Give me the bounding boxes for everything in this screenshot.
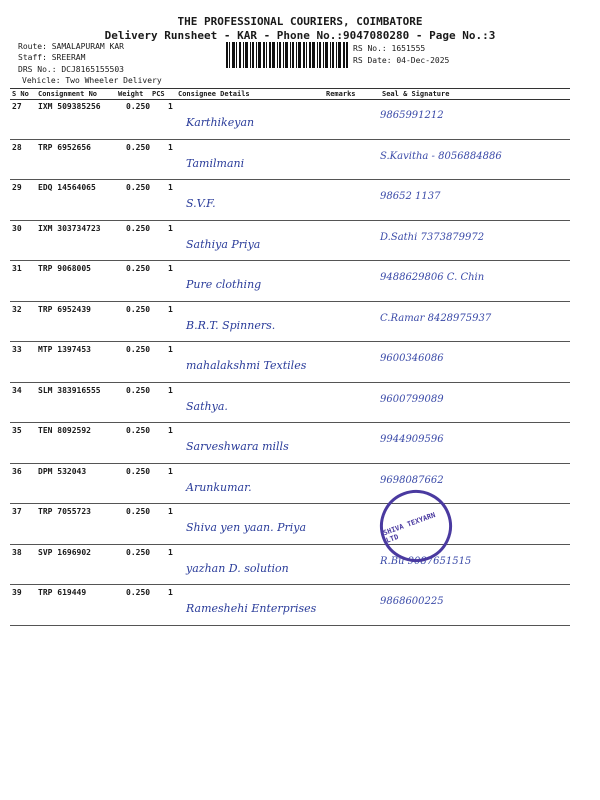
cell-pcs: 1 bbox=[168, 466, 173, 476]
cell-weight: 0.250 bbox=[126, 385, 151, 395]
cell-pcs: 1 bbox=[168, 102, 173, 111]
cell-weight: 0.250 bbox=[126, 142, 151, 152]
cell-sno: 35 bbox=[12, 426, 22, 435]
cell-weight: 0.250 bbox=[126, 547, 151, 557]
cell-pcs: 1 bbox=[168, 183, 173, 192]
cell-consignment-no: TRP 9068005 bbox=[38, 264, 91, 273]
cell-sno: 36 bbox=[12, 466, 22, 476]
cell-signature-handwritten: 9488629806 C. Chin bbox=[380, 272, 485, 283]
table-row bbox=[10, 503, 570, 545]
table-row bbox=[10, 301, 570, 343]
cell-consignee-handwritten: S.V.F. bbox=[186, 197, 216, 210]
cell-consignee-handwritten: mahalakshmi Textiles bbox=[186, 359, 307, 372]
cell-consignee-handwritten: yazhan D. solution bbox=[186, 561, 289, 575]
runsheet-subtitle: Delivery Runsheet - KAR - Phone No.:9047080280 - Page No.:3 bbox=[104, 29, 496, 42]
cell-consignee-handwritten: Sathya. bbox=[186, 399, 228, 413]
cell-weight: 0.250 bbox=[126, 426, 151, 435]
table-row bbox=[10, 98, 570, 140]
cell-pcs: 1 bbox=[168, 547, 173, 557]
cell-weight: 0.250 bbox=[126, 183, 151, 192]
cell-sno: 28 bbox=[12, 142, 22, 152]
cell-pcs: 1 bbox=[168, 345, 173, 354]
col-consignment: Consignment No bbox=[38, 90, 98, 98]
drs-number: DRS No.: DCJ8165155503 bbox=[18, 65, 124, 74]
runsheet-title: THE PROFESSIONAL COURIERS, COIMBATORE bbox=[177, 15, 423, 28]
cell-pcs: 1 bbox=[168, 385, 173, 395]
table-row bbox=[10, 139, 570, 181]
cell-consignee-handwritten: Pure clothing bbox=[186, 278, 262, 291]
cell-signature-handwritten: 98652 1137 bbox=[380, 191, 441, 202]
cell-signature-handwritten: C.Ramar 8428975937 bbox=[380, 312, 492, 324]
table-row bbox=[10, 179, 570, 221]
cell-consignment-no: TRP 6952439 bbox=[38, 304, 91, 314]
cell-consignee-handwritten: B.R.T. Spinners. bbox=[186, 318, 276, 332]
cell-consignment-no: DPM 532043 bbox=[38, 466, 87, 476]
cell-consignment-no: EDQ 14564065 bbox=[38, 183, 96, 192]
cell-consignment-no: SLM 383916555 bbox=[38, 385, 101, 395]
rs-number: RS No.: 1651555 bbox=[353, 44, 426, 53]
cell-signature-handwritten: 9868600225 bbox=[380, 596, 444, 607]
cell-weight: 0.250 bbox=[126, 507, 151, 516]
cell-consignment-no: TRP 7055723 bbox=[38, 507, 91, 516]
cell-consignee-handwritten: Karthikeyan bbox=[186, 116, 255, 129]
cell-weight: 0.250 bbox=[126, 466, 151, 476]
cell-signature-handwritten: 9698087662 bbox=[380, 474, 444, 486]
col-weight: Weight bbox=[118, 90, 144, 98]
table-row bbox=[10, 584, 570, 626]
cell-weight: 0.250 bbox=[126, 345, 151, 354]
table-row bbox=[10, 463, 570, 505]
cell-sno: 32 bbox=[12, 304, 22, 314]
cell-sno: 33 bbox=[12, 345, 22, 354]
cell-signature-handwritten: D.Sathi 7373879972 bbox=[380, 231, 485, 243]
cell-weight: 0.250 bbox=[126, 304, 151, 314]
cell-signature-handwritten: 9865991212 bbox=[380, 110, 444, 121]
cell-consignment-no: TEN 8092592 bbox=[38, 426, 91, 435]
col-pcs: PCS bbox=[152, 90, 165, 98]
cell-consignee-handwritten: Shiva yen yaan. Priya bbox=[186, 521, 307, 534]
rs-date: RS Date: 04-Dec-2025 bbox=[353, 56, 450, 65]
cell-signature-handwritten: R.Bu 9087651515 bbox=[380, 555, 472, 567]
cell-sno: 30 bbox=[12, 223, 22, 233]
cell-consignment-no: SVP 1696902 bbox=[38, 547, 91, 557]
table-row bbox=[10, 422, 570, 464]
col-consignee: Consignee Details bbox=[178, 90, 250, 98]
cell-sno: 38 bbox=[12, 547, 22, 557]
cell-consignment-no: IXM 509385256 bbox=[38, 102, 101, 111]
cell-pcs: 1 bbox=[168, 304, 173, 314]
cell-sno: 29 bbox=[12, 183, 22, 192]
staff-label: Staff: SREERAM bbox=[18, 53, 86, 62]
table-row bbox=[10, 382, 570, 424]
cell-weight: 0.250 bbox=[126, 102, 151, 111]
cell-sno: 31 bbox=[12, 264, 22, 273]
cell-weight: 0.250 bbox=[126, 588, 151, 597]
cell-consignee-handwritten: Sarveshwara mills bbox=[186, 440, 289, 453]
table-row bbox=[10, 260, 570, 302]
cell-signature-handwritten: 9600799089 bbox=[380, 393, 444, 405]
cell-pcs: 1 bbox=[168, 264, 173, 273]
cell-pcs: 1 bbox=[168, 223, 173, 233]
table-row bbox=[10, 544, 570, 586]
cell-consignee-handwritten: Tamilmani bbox=[186, 156, 245, 170]
cell-sno: 34 bbox=[12, 385, 22, 395]
cell-weight: 0.250 bbox=[126, 264, 151, 273]
cell-sno: 39 bbox=[12, 588, 22, 597]
cell-consignment-no: MTP 1397453 bbox=[38, 345, 91, 354]
cell-consignment-no: IXM 303734723 bbox=[38, 223, 101, 233]
vehicle-label: Vehicle: Two Wheeler Delivery bbox=[22, 76, 162, 85]
table-row bbox=[10, 341, 570, 383]
cell-consignee-handwritten: Sathiya Priya bbox=[186, 237, 261, 251]
cell-pcs: 1 bbox=[168, 426, 173, 435]
cell-sno: 37 bbox=[12, 507, 22, 516]
table-row bbox=[10, 220, 570, 262]
col-signature: Seal & Signature bbox=[382, 90, 450, 98]
cell-signature-handwritten: 9600346086 bbox=[380, 353, 444, 364]
route-label: Route: SAMALAPURAM KAR bbox=[18, 42, 124, 51]
cell-consignee-handwritten: Arunkumar. bbox=[186, 480, 252, 494]
cell-consignee-handwritten: Rameshehi Enterprises bbox=[186, 602, 317, 615]
col-remarks: Remarks bbox=[326, 90, 356, 98]
cell-weight: 0.250 bbox=[126, 223, 151, 233]
cell-pcs: 1 bbox=[168, 507, 173, 516]
cell-pcs: 1 bbox=[168, 142, 173, 152]
barcode-image bbox=[226, 42, 348, 68]
cell-sno: 27 bbox=[12, 102, 22, 111]
cell-consignment-no: TRP 619449 bbox=[38, 588, 87, 597]
cell-consignment-no: TRP 6952656 bbox=[38, 142, 91, 152]
cell-pcs: 1 bbox=[168, 588, 173, 597]
cell-signature-handwritten: S.Kavitha - 8056884886 bbox=[380, 150, 502, 162]
company-seal: SHIVA TEXYARN LTD bbox=[370, 480, 462, 572]
cell-signature-handwritten: 9944909596 bbox=[380, 434, 444, 445]
col-sno: S No bbox=[12, 90, 29, 98]
